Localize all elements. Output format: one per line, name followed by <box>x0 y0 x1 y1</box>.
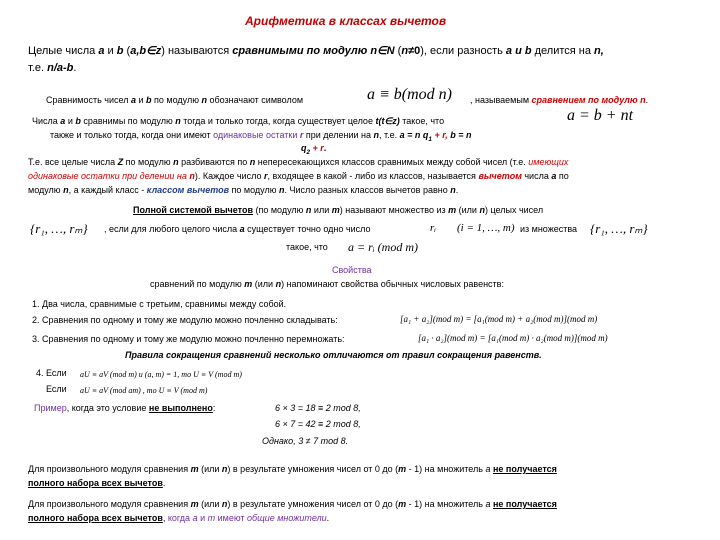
notation-text: Сравнимость чисел a и b по модулю n обозначают символом <box>46 95 304 105</box>
reduction-rule: Правила сокращения сравнений несколько отличаются от правил сокращения равенств. <box>125 350 542 360</box>
page-title: Арифметика в классах вычетов <box>245 14 447 28</box>
equiv-line-2: также и только тогда, когда они имеют одинаковые остатки r при делении на n, т.е. a = n $q_1 + r$, b = n <box>50 130 472 143</box>
i-range-formula: (i = 1, …, m) <box>457 222 515 234</box>
property-3: 3. Сравнения по одному и тому же модулю можно почленно перемножать: <box>32 334 345 344</box>
example-line-3: Однако, 3 ≠ 7 mod 8. <box>262 436 349 446</box>
equiv-formula: a = b + nt <box>567 107 634 124</box>
property-4-formula: aU ≡ aV (mod m) и (a, m) = 1, то U ≡ V (mod m) <box>80 370 242 379</box>
equiv-line-1: Числа a и b сравнимы по модулю n тогда и только тогда, когда существует целое t(t∈z) такое, что <box>32 116 445 126</box>
property-1: 1. Два числа, сравнимые с третьим, сравнимы между собой. <box>32 299 287 309</box>
set-formula-1: {r₁, …, rₘ} <box>30 221 88 236</box>
full-system-line-1: Полной системой вычетов (по модулю n или m) называют множество из m (или n) целых чисел <box>133 205 544 215</box>
bottom-paragraph-1-line-2: полного набора всех вычетов. <box>28 478 166 488</box>
definition-line-2: т.е. n/a-b. <box>28 62 77 74</box>
definition-line-1: Целые числа a и b (a,b∈z) называются сравнимыми по модулю n∈N (n≠0), если разность a и b делится на n, <box>28 45 604 57</box>
classes-line-3: модулю n, а каждый класс - классом вычетов по модулю n. Число разных классов вычетов равно n. <box>28 185 459 195</box>
equiv-line-3: $q_2 + r$. <box>301 143 327 156</box>
classes-line-2: одинаковые остатки при делении на n). Каждое число r, входящее в какой - либо из классов, называется вычетом числа a по <box>28 171 569 181</box>
property-3-formula: [a₁ · a₂](mod m) = [a₁(mod m) · a₂(mod m)](mod m) <box>418 333 608 343</box>
residue-formula: a = rᵢ (mod m) <box>348 240 418 254</box>
full-system-line-2: , если для любого целого числа a существует точно одно число <box>104 224 371 234</box>
set-formula-2: {r₁, …, rₘ} <box>590 221 648 236</box>
full-system-from-set: из множества <box>520 224 578 234</box>
notation-term: , называемым сравнением по модулю n. <box>470 95 649 105</box>
classes-line-1: Т.е. все целые числа Z по модулю n разбиваются по n непересекающихся классов сравнимых между собой чисел (т.е. имеющих <box>28 157 569 167</box>
term-congruent: сравнимыми по модулю n∈N <box>232 45 395 57</box>
bottom-paragraph-1-line-1: Для произвольного модуля сравнения m (или n) в результате умножения чисел от 0 до (m - 1) на множитель a не получается <box>28 464 557 474</box>
bottom-paragraph-2-line-1: Для произвольного модуля сравнения m (или n) в результате умножения чисел от 0 до (m - 1) на множитель a не получается <box>28 499 557 509</box>
properties-heading: Свойства <box>332 265 372 275</box>
property-4b: Если <box>46 384 67 394</box>
example-line-1: 6 × 3 = 18 ≡ 2 mod 8, <box>275 403 361 413</box>
example-line-2: 6 × 7 = 42 ≡ 2 mod 8, <box>275 419 361 429</box>
ri-formula: rᵢ <box>430 222 437 234</box>
property-4b-formula: aU ≡ aV (mod am) , то U ≡ V (mod m) <box>80 386 208 395</box>
property-4: 4. Если <box>36 368 67 378</box>
property-2: 2. Сравнения по одному и тому же модулю можно почленно складывать: <box>32 315 338 325</box>
properties-intro: сравнений по модулю m (или n) напоминают свойства обычных числовых равенств: <box>150 279 504 289</box>
notation-formula: a ≡ b(mod n) <box>367 86 453 103</box>
bottom-paragraph-2-line-2: полного набора всех вычетов, когда a и m имеют общие множители. <box>28 513 330 523</box>
example-intro: Пример, когда это условие не выполнено: <box>34 403 216 413</box>
full-system-line-3: такое, что <box>286 242 328 252</box>
property-2-formula: [a₁ + a₂](mod m) = [a₁(mod m) + a₂(mod m)](mod m) <box>400 314 598 324</box>
